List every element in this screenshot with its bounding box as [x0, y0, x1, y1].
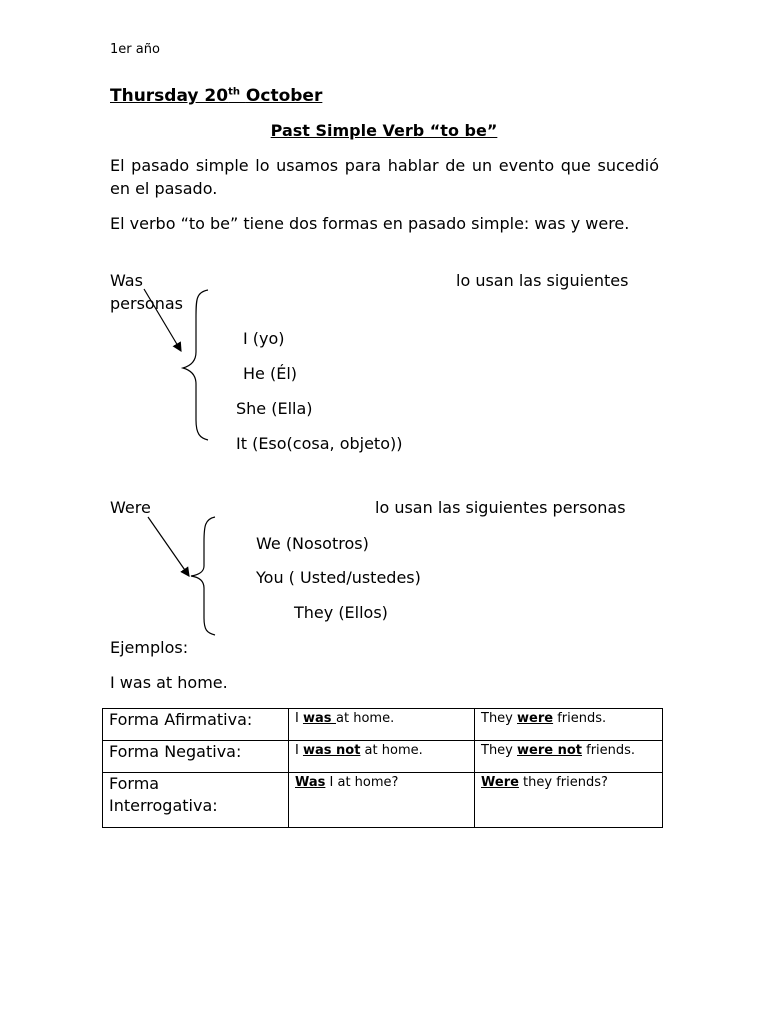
cell-text: friends.: [582, 743, 636, 758]
cell-interrogative-was: [289, 773, 475, 828]
paragraph-definition: El pasado simple lo usamos para hablar de un evento que sucedió en el pasado.: [110, 156, 659, 198]
cell-text: at home.: [336, 711, 395, 726]
cell-text: They: [481, 743, 518, 758]
example-sentence: I was at home.: [110, 673, 228, 692]
label-line: Interrogativa:: [109, 796, 218, 815]
forms-table: [102, 708, 663, 828]
date-month: October: [245, 86, 323, 106]
page-title: Past Simple Verb “to be”: [270, 121, 498, 140]
cell-strong: was not: [302, 743, 361, 758]
table-row: [103, 773, 663, 828]
row-label-negative: Forma Negativa:: [103, 741, 289, 773]
was-person-i: I (yo): [243, 329, 285, 348]
were-label: Were: [110, 498, 151, 517]
were-person-you: You ( Usted/ustedes): [256, 568, 421, 587]
was-label: Was: [110, 271, 143, 290]
label-line: Forma: [109, 774, 160, 793]
cell-text: they friends?: [518, 775, 608, 790]
cell-negative-were: [475, 741, 663, 773]
row-label-interrogative: [103, 773, 289, 828]
cell-strong: was: [302, 711, 337, 726]
cell-affirmative-was: [289, 709, 475, 741]
was-person-she: She (Ella): [236, 399, 313, 418]
cell-strong: were not: [517, 743, 582, 758]
cell-text: at home.: [360, 743, 423, 758]
row-label-affirmative: Forma Afirmativa:: [103, 709, 289, 741]
table-row: [103, 741, 663, 773]
cell-strong: Were: [481, 775, 519, 790]
were-person-they: They (Ellos): [294, 603, 388, 622]
cell-text: friends.: [553, 711, 607, 726]
cell-strong: Was: [295, 775, 326, 790]
were-description: lo usan las siguientes personas: [375, 498, 626, 517]
was-description-cont: personas: [110, 294, 183, 313]
was-person-he: He (Él): [243, 364, 297, 383]
was-description: lo usan las siguientes: [456, 271, 629, 290]
date-ordinal: th: [228, 86, 240, 98]
cell-affirmative-were: [475, 709, 663, 741]
was-arrow: [144, 289, 181, 351]
was-person-it: It (Eso(cosa, objeto)): [236, 434, 403, 453]
examples-heading: Ejemplos:: [110, 638, 189, 657]
cell-text: I: [295, 743, 303, 758]
date-day: Thursday 20: [110, 86, 229, 106]
cell-strong: were: [517, 711, 554, 726]
cell-text: I at home?: [325, 775, 399, 790]
were-brace: [191, 517, 215, 635]
was-brace: [183, 290, 208, 440]
paragraph-forms: El verbo “to be” tiene dos formas en pasado simple: was y were.: [110, 214, 630, 233]
were-arrow: [148, 517, 189, 576]
cell-text: They: [481, 711, 518, 726]
cell-negative-was: [289, 741, 475, 773]
cell-text: I: [295, 711, 303, 726]
table-row: [103, 709, 663, 741]
cell-interrogative-were: [475, 773, 663, 828]
grade-label: 1er año: [110, 42, 160, 57]
were-person-we: We (Nosotros): [256, 534, 369, 553]
